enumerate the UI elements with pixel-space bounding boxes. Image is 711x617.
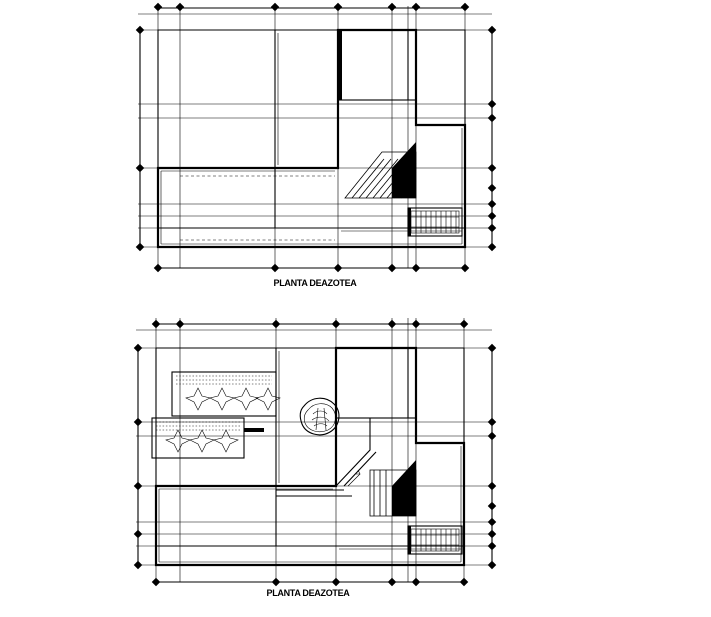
roof-outline: [158, 30, 465, 247]
water-feature: [300, 398, 339, 435]
interior-partitions: [158, 30, 465, 228]
bench-symbol: [244, 428, 264, 432]
grid-lines-vertical: [158, 6, 465, 268]
stair-hatch-block: [345, 142, 416, 198]
grid-lines-horizontal-lower: [136, 330, 492, 565]
tree-symbol-group-lower: [166, 430, 238, 452]
dimension-ticks-top: [154, 3, 469, 11]
roof-equipment-detail: [408, 208, 462, 236]
roof-projection-block: [338, 30, 416, 100]
grid-lines-vertical-lower: [156, 318, 464, 582]
equipment-detail-lower: [408, 526, 462, 554]
plan-lower-caption: PLANTA DEAZOTEA: [266, 588, 350, 598]
plan-lower: [108, 310, 508, 610]
roof-projection-fill: [338, 30, 342, 100]
plan-upper: [120, 0, 510, 300]
plan-lower-drawing: [108, 310, 508, 610]
floor-outline-lower: [156, 348, 464, 565]
tree-symbol-group-upper: [186, 388, 280, 410]
stair-hatch-block-lower: [370, 460, 416, 516]
building-outline: [158, 30, 465, 247]
plan-upper-caption: PLANTA DEAZOTEA: [273, 278, 357, 288]
building-outline-lower: [156, 348, 464, 565]
walkway-arrow: [348, 470, 360, 486]
planting-bed-upper: [172, 372, 276, 416]
interior-partitions-lower: [156, 348, 464, 546]
floor-projection-block: [336, 348, 416, 418]
grid-lines-horizontal: [138, 14, 492, 247]
roof-drain-run: [180, 176, 335, 240]
plan-upper-drawing: [120, 0, 510, 300]
